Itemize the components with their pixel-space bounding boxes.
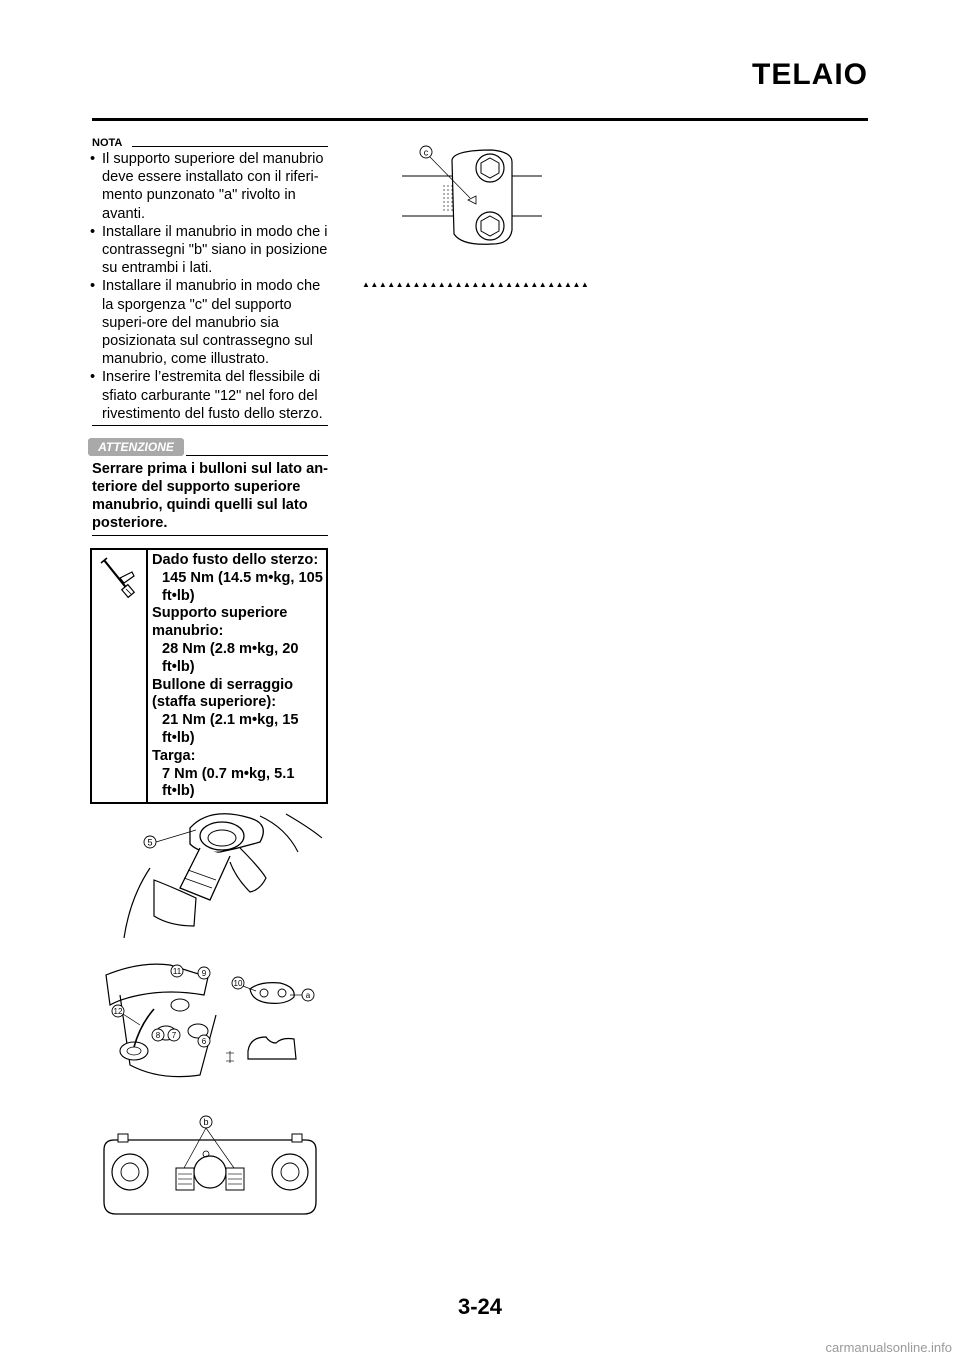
- callout-12: 12: [113, 1007, 123, 1016]
- watermark-link[interactable]: carmanualsonline.info: [825, 1340, 952, 1355]
- callout-c: c: [423, 147, 429, 158]
- torque-entry-name: Bullone di serraggio (staffa superiore):: [152, 676, 294, 711]
- callout-5: 5: [147, 837, 153, 848]
- caution-top-rule: [186, 455, 328, 456]
- page-section-title: TELAIO: [752, 58, 868, 91]
- torque-spec-list: [152, 552, 326, 801]
- callout-9: 9: [201, 969, 207, 978]
- handlebar-installation-figure: [100, 955, 330, 1087]
- note-label: NOTA: [92, 137, 123, 149]
- page-number: 3-24: [457, 1294, 503, 1319]
- callout-11: 11: [172, 967, 182, 976]
- caution-badge: ATTENZIONE: [88, 438, 184, 456]
- upper-bracket-figure: [100, 1110, 320, 1222]
- note-item: • Inserire l’estremita del flessibile di sfiato carburante "12" nel foro del rivestimento del fusto dello sterzo.: [90, 369, 323, 422]
- callout-7: 7: [171, 1031, 177, 1040]
- end-of-section-marker: ▲▲▲▲▲▲▲▲▲▲▲▲▲▲▲▲▲▲▲▲▲▲▲▲▲▲▲: [362, 280, 590, 289]
- note-item: • Il supporto superiore del manubrio deve essere installato con il riferi-mento punzonato "a" rivolto in avanti.: [90, 151, 324, 222]
- note-list: [90, 150, 330, 423]
- note-item: • Installare il manubrio in modo che i contrassegni "b" siano in posizione su entrambi i lati.: [90, 223, 328, 277]
- callout-6: 6: [201, 1037, 207, 1046]
- caution-text: Serrare prima i bulloni sul lato an-teriore del supporto superiore manubrio, quindi quelli sul lato posteriore.: [92, 461, 328, 531]
- steering-stem-nut-figure: [110, 808, 324, 948]
- callout-8: 8: [155, 1031, 161, 1040]
- header-rule: [92, 118, 868, 121]
- torque-wrench-icon: [98, 556, 142, 600]
- note-item: • Installare il manubrio in modo che la sporgenza "c" del supporto superi-ore del manubrio sia posizionata sul contrassegno sul manubrio, come illustrato.: [90, 278, 321, 368]
- torque-entry-name: Dado fusto dello sterzo:: [152, 552, 319, 568]
- callout-a: a: [305, 991, 311, 1000]
- torque-entry-value: 145 Nm (14.5 m•kg, 105 ft•lb): [162, 569, 323, 604]
- callout-10: 10: [233, 979, 243, 988]
- torque-entry-name: Targa:: [152, 747, 196, 764]
- torque-box-divider: [146, 548, 148, 804]
- torque-entry-value: 7 Nm (0.7 m•kg, 5.1 ft•lb): [162, 765, 295, 800]
- note-bottom-rule: [92, 425, 328, 426]
- handlebar-holder-detail-figure: [392, 140, 552, 250]
- caution-bottom-rule: [92, 535, 328, 536]
- torque-entry-value: 21 Nm (2.1 m•kg, 15 ft•lb): [162, 712, 299, 746]
- torque-entry-value: 28 Nm (2.8 m•kg, 20 ft•lb): [162, 640, 299, 675]
- torque-entry-name: Supporto superiore manubrio:: [152, 605, 288, 640]
- note-top-rule: [132, 146, 328, 147]
- callout-b: b: [203, 1117, 209, 1127]
